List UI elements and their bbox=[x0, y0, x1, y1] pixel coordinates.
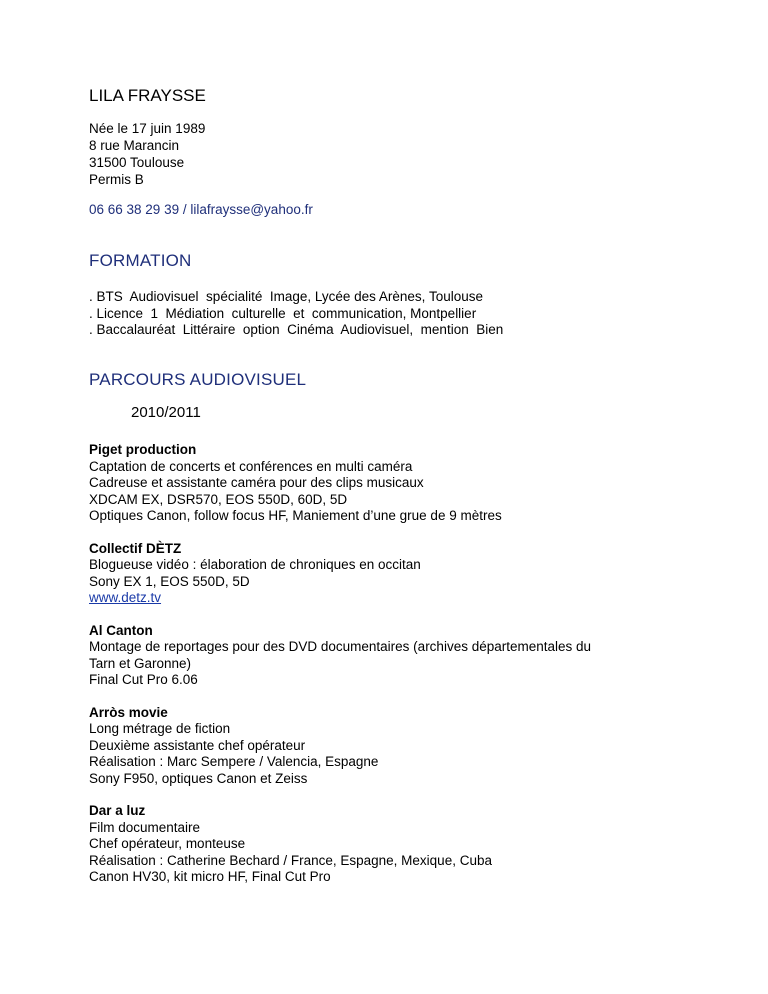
entry-line: Deuxième assistante chef opérateur bbox=[89, 737, 306, 753]
experience-entry bbox=[89, 705, 591, 788]
entry-line: Captation de concerts et conférences en multi caméra bbox=[89, 458, 413, 474]
entry-line: Cadreuse et assistante caméra pour des clips musicaux bbox=[89, 475, 424, 490]
entry-title: Dar a luz bbox=[89, 803, 146, 818]
parcours-heading: PARCOURS AUDIOVISUEL bbox=[89, 370, 307, 389]
entry-line: Blogueuse vidéo : élaboration de chroniques en occitan bbox=[89, 557, 421, 572]
entry-line: Film documentaire bbox=[89, 819, 201, 835]
entry-line: Long métrage de fiction bbox=[89, 721, 231, 736]
entry-title: Al Canton bbox=[89, 622, 153, 638]
experience-entry bbox=[89, 803, 591, 886]
experience-list bbox=[89, 442, 591, 902]
website-link[interactable]: www.detz.tv bbox=[89, 590, 162, 605]
experience-entry bbox=[89, 541, 591, 607]
entry-line: Sony EX 1, EOS 550D, 5D bbox=[89, 573, 250, 589]
address-street: 8 rue Marancin bbox=[89, 138, 180, 153]
entry-title: Piget production bbox=[89, 442, 197, 457]
entry-line: Chef opérateur, monteuse bbox=[89, 836, 246, 851]
entry-line: Canon HV30, kit micro HF, Final Cut Pro bbox=[89, 869, 331, 884]
entry-line: XDCAM EX, DSR570, EOS 550D, 60D, 5D bbox=[89, 491, 348, 507]
entry-title: Collectif DÈTZ bbox=[89, 540, 182, 556]
identity-block bbox=[89, 120, 205, 188]
entry-line: Réalisation : Catherine Bechard / France, Espagne, Mexique, Cuba bbox=[89, 852, 492, 868]
formation-item: . BTS Audiovisuel spécialité Image, Lycée des Arènes, Toulouse bbox=[89, 289, 483, 304]
birth-date: Née le 17 juin 1989 bbox=[89, 121, 206, 136]
address-city: 31500 Toulouse bbox=[89, 155, 185, 170]
entry-line: Montage de reportages pour des DVD documentaires (archives départementales du bbox=[89, 639, 592, 654]
entry-line: Réalisation : Marc Sempere / Valencia, Espagne bbox=[89, 754, 379, 769]
entry-line: Final Cut Pro 6.06 bbox=[89, 672, 198, 687]
contact-info: 06 66 38 29 39 / lilafraysse@yahoo.fr bbox=[89, 202, 313, 217]
formation-heading: FORMATION bbox=[89, 251, 192, 270]
person-name: LILA FRAYSSE bbox=[89, 86, 206, 105]
formation-item: . Licence 1 Médiation culturelle et communication, Montpellier bbox=[89, 305, 477, 321]
formation-list bbox=[89, 289, 503, 339]
formation-item: . Baccalauréat Littéraire option Cinéma Audiovisuel, mention Bien bbox=[89, 322, 504, 337]
entry-line: Tarn et Garonne) bbox=[89, 655, 192, 671]
entry-line: Sony F950, optiques Canon et Zeiss bbox=[89, 770, 308, 786]
driving-license: Permis B bbox=[89, 172, 144, 187]
entry-line: Optiques Canon, follow focus HF, Maniement d’une grue de 9 mètres bbox=[89, 508, 502, 523]
entry-title: Arròs movie bbox=[89, 704, 168, 720]
experience-entry bbox=[89, 623, 591, 689]
year-label: 2010/2011 bbox=[131, 404, 201, 421]
experience-entry bbox=[89, 442, 591, 525]
